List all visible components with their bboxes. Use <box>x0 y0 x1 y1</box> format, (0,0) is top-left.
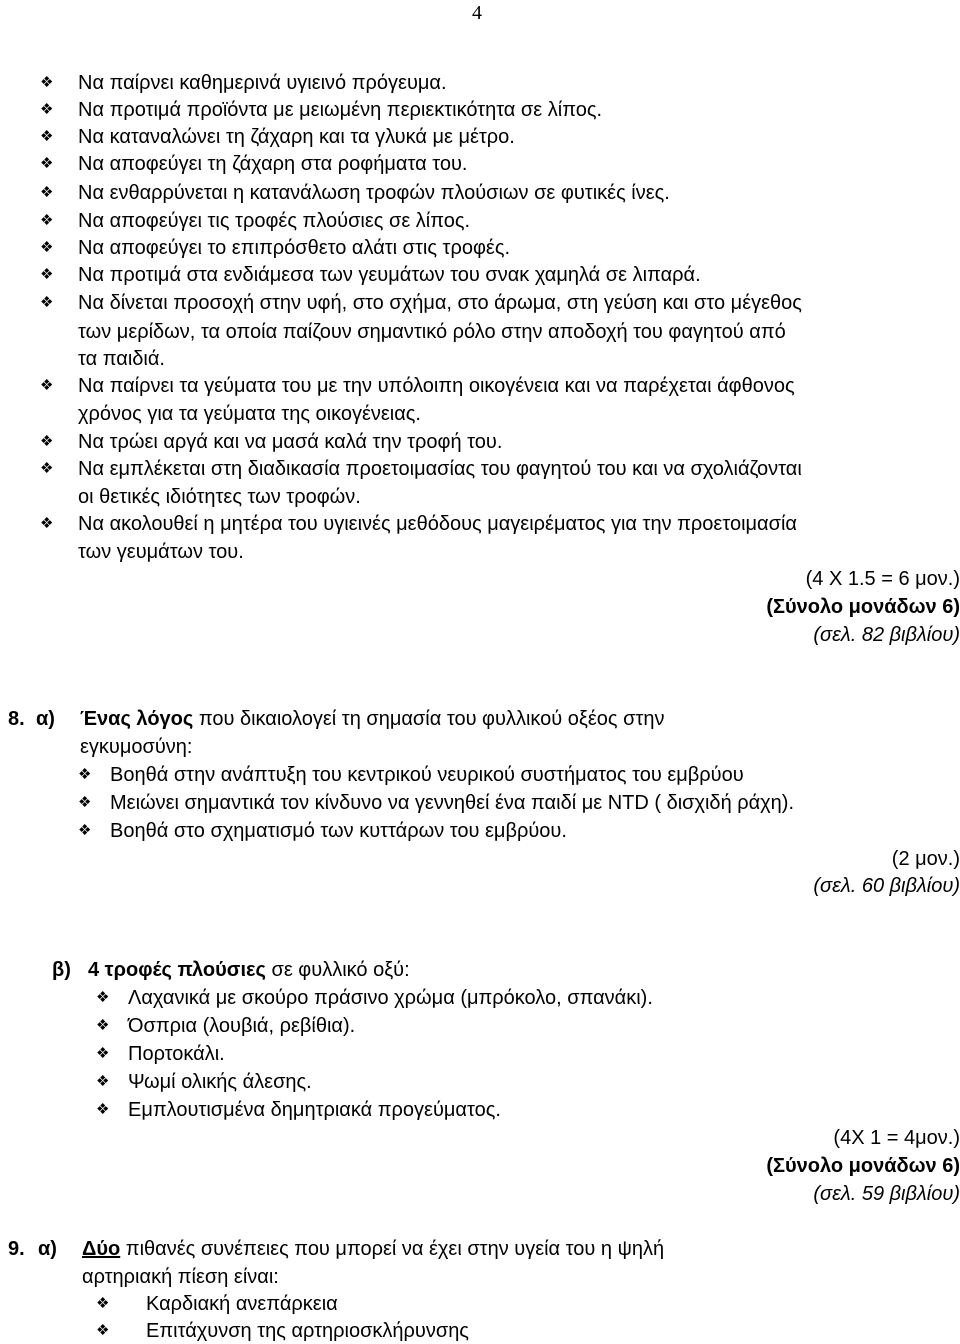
bullet-icon: ❖ <box>40 184 54 201</box>
bullet-icon: ❖ <box>78 822 92 839</box>
bullet-icon: ❖ <box>96 1295 110 1312</box>
bullet-icon: ❖ <box>40 239 54 256</box>
total-label: (Σύνολο μονάδων 6) <box>766 1155 960 1177</box>
list-item: Βοηθά στην ανάπτυξη του κεντρικού νευρικού συστήματος του εμβρύου <box>110 764 744 786</box>
question-text: Δύο πιθανές συνέπειες που μπορεί να έχει στην υγεία του η ψηλή <box>82 1238 665 1260</box>
question-number: 9. <box>8 1238 25 1260</box>
bullet-icon: ❖ <box>40 155 54 172</box>
sub-question-label: α) <box>38 1238 57 1260</box>
bullet-icon: ❖ <box>40 74 54 91</box>
bullet-icon: ❖ <box>40 515 54 532</box>
list-item: Λαχανικά με σκούρο πράσινο χρώμα (μπρόκολο, σπανάκι). <box>128 987 653 1009</box>
list-item: Εμπλουτισμένα δημητριακά προγεύματος. <box>128 1099 501 1121</box>
bullet-icon: ❖ <box>40 266 54 283</box>
question-text-cont: εγκυμοσύνη: <box>80 736 193 758</box>
question-text-cont: αρτηριακή πίεση είναι: <box>82 1266 279 1288</box>
book-reference: (σελ. 59 βιβλίου) <box>813 1183 960 1205</box>
book-reference: (σελ. 82 βιβλίου) <box>813 624 960 646</box>
bullet-icon: ❖ <box>40 433 54 450</box>
list-item: Βοηθά στο σχηματισμό των κυττάρων του εμβρύου. <box>110 820 567 842</box>
marks-label: (2 μον.) <box>891 848 960 870</box>
book-reference: (σελ. 60 βιβλίου) <box>813 875 960 897</box>
sub-question-label: α) <box>36 708 55 730</box>
list-item: Καρδιακή ανεπάρκεια <box>146 1293 338 1315</box>
list-item: Επιτάχυνση της αρτηριοσκλήρυνσης <box>146 1320 469 1342</box>
marks-label: (4 Χ 1.5 = 6 μον.) <box>805 568 960 590</box>
bullet-icon: ❖ <box>40 101 54 118</box>
bullet-icon: ❖ <box>96 1322 110 1339</box>
list-item: Μειώνει σημαντικά τον κίνδυνο να γεννηθεί ένα παιδί με NTD ( δισχιδή ράχη). <box>110 792 795 814</box>
bullet-icon: ❖ <box>40 377 54 394</box>
page-number: 4 <box>472 2 482 24</box>
bullet-icon: ❖ <box>96 1101 110 1118</box>
bullet-icon: ❖ <box>96 1017 110 1034</box>
bullet-icon: ❖ <box>78 794 92 811</box>
bullet-icon: ❖ <box>40 128 54 145</box>
bullet-icon: ❖ <box>96 1045 110 1062</box>
bullet-icon: ❖ <box>40 460 54 477</box>
marks-label: (4Χ 1 = 4μον.) <box>833 1127 960 1149</box>
total-label: (Σύνολο μονάδων 6) <box>766 596 960 618</box>
list-item: Όσπρια (λουβιά, ρεβίθια). <box>128 1015 356 1037</box>
bullet-icon: ❖ <box>96 989 110 1006</box>
question-text: Ένας λόγος που δικαιολογεί τη σημασία του φυλλικού οξέος στην <box>80 708 665 730</box>
question-number: 8. <box>8 708 25 730</box>
question-text: 4 τροφές πλούσιες σε φυλλικό οξύ: <box>88 959 410 981</box>
bullet-icon: ❖ <box>78 766 92 783</box>
bullet-icon: ❖ <box>40 212 54 229</box>
list-item: Ψωμί ολικής άλεσης. <box>128 1071 312 1093</box>
bullet-icon: ❖ <box>96 1073 110 1090</box>
list-item: Πορτοκάλι. <box>128 1043 225 1065</box>
bullet-icon: ❖ <box>40 294 54 311</box>
sub-question-label: β) <box>52 959 71 981</box>
